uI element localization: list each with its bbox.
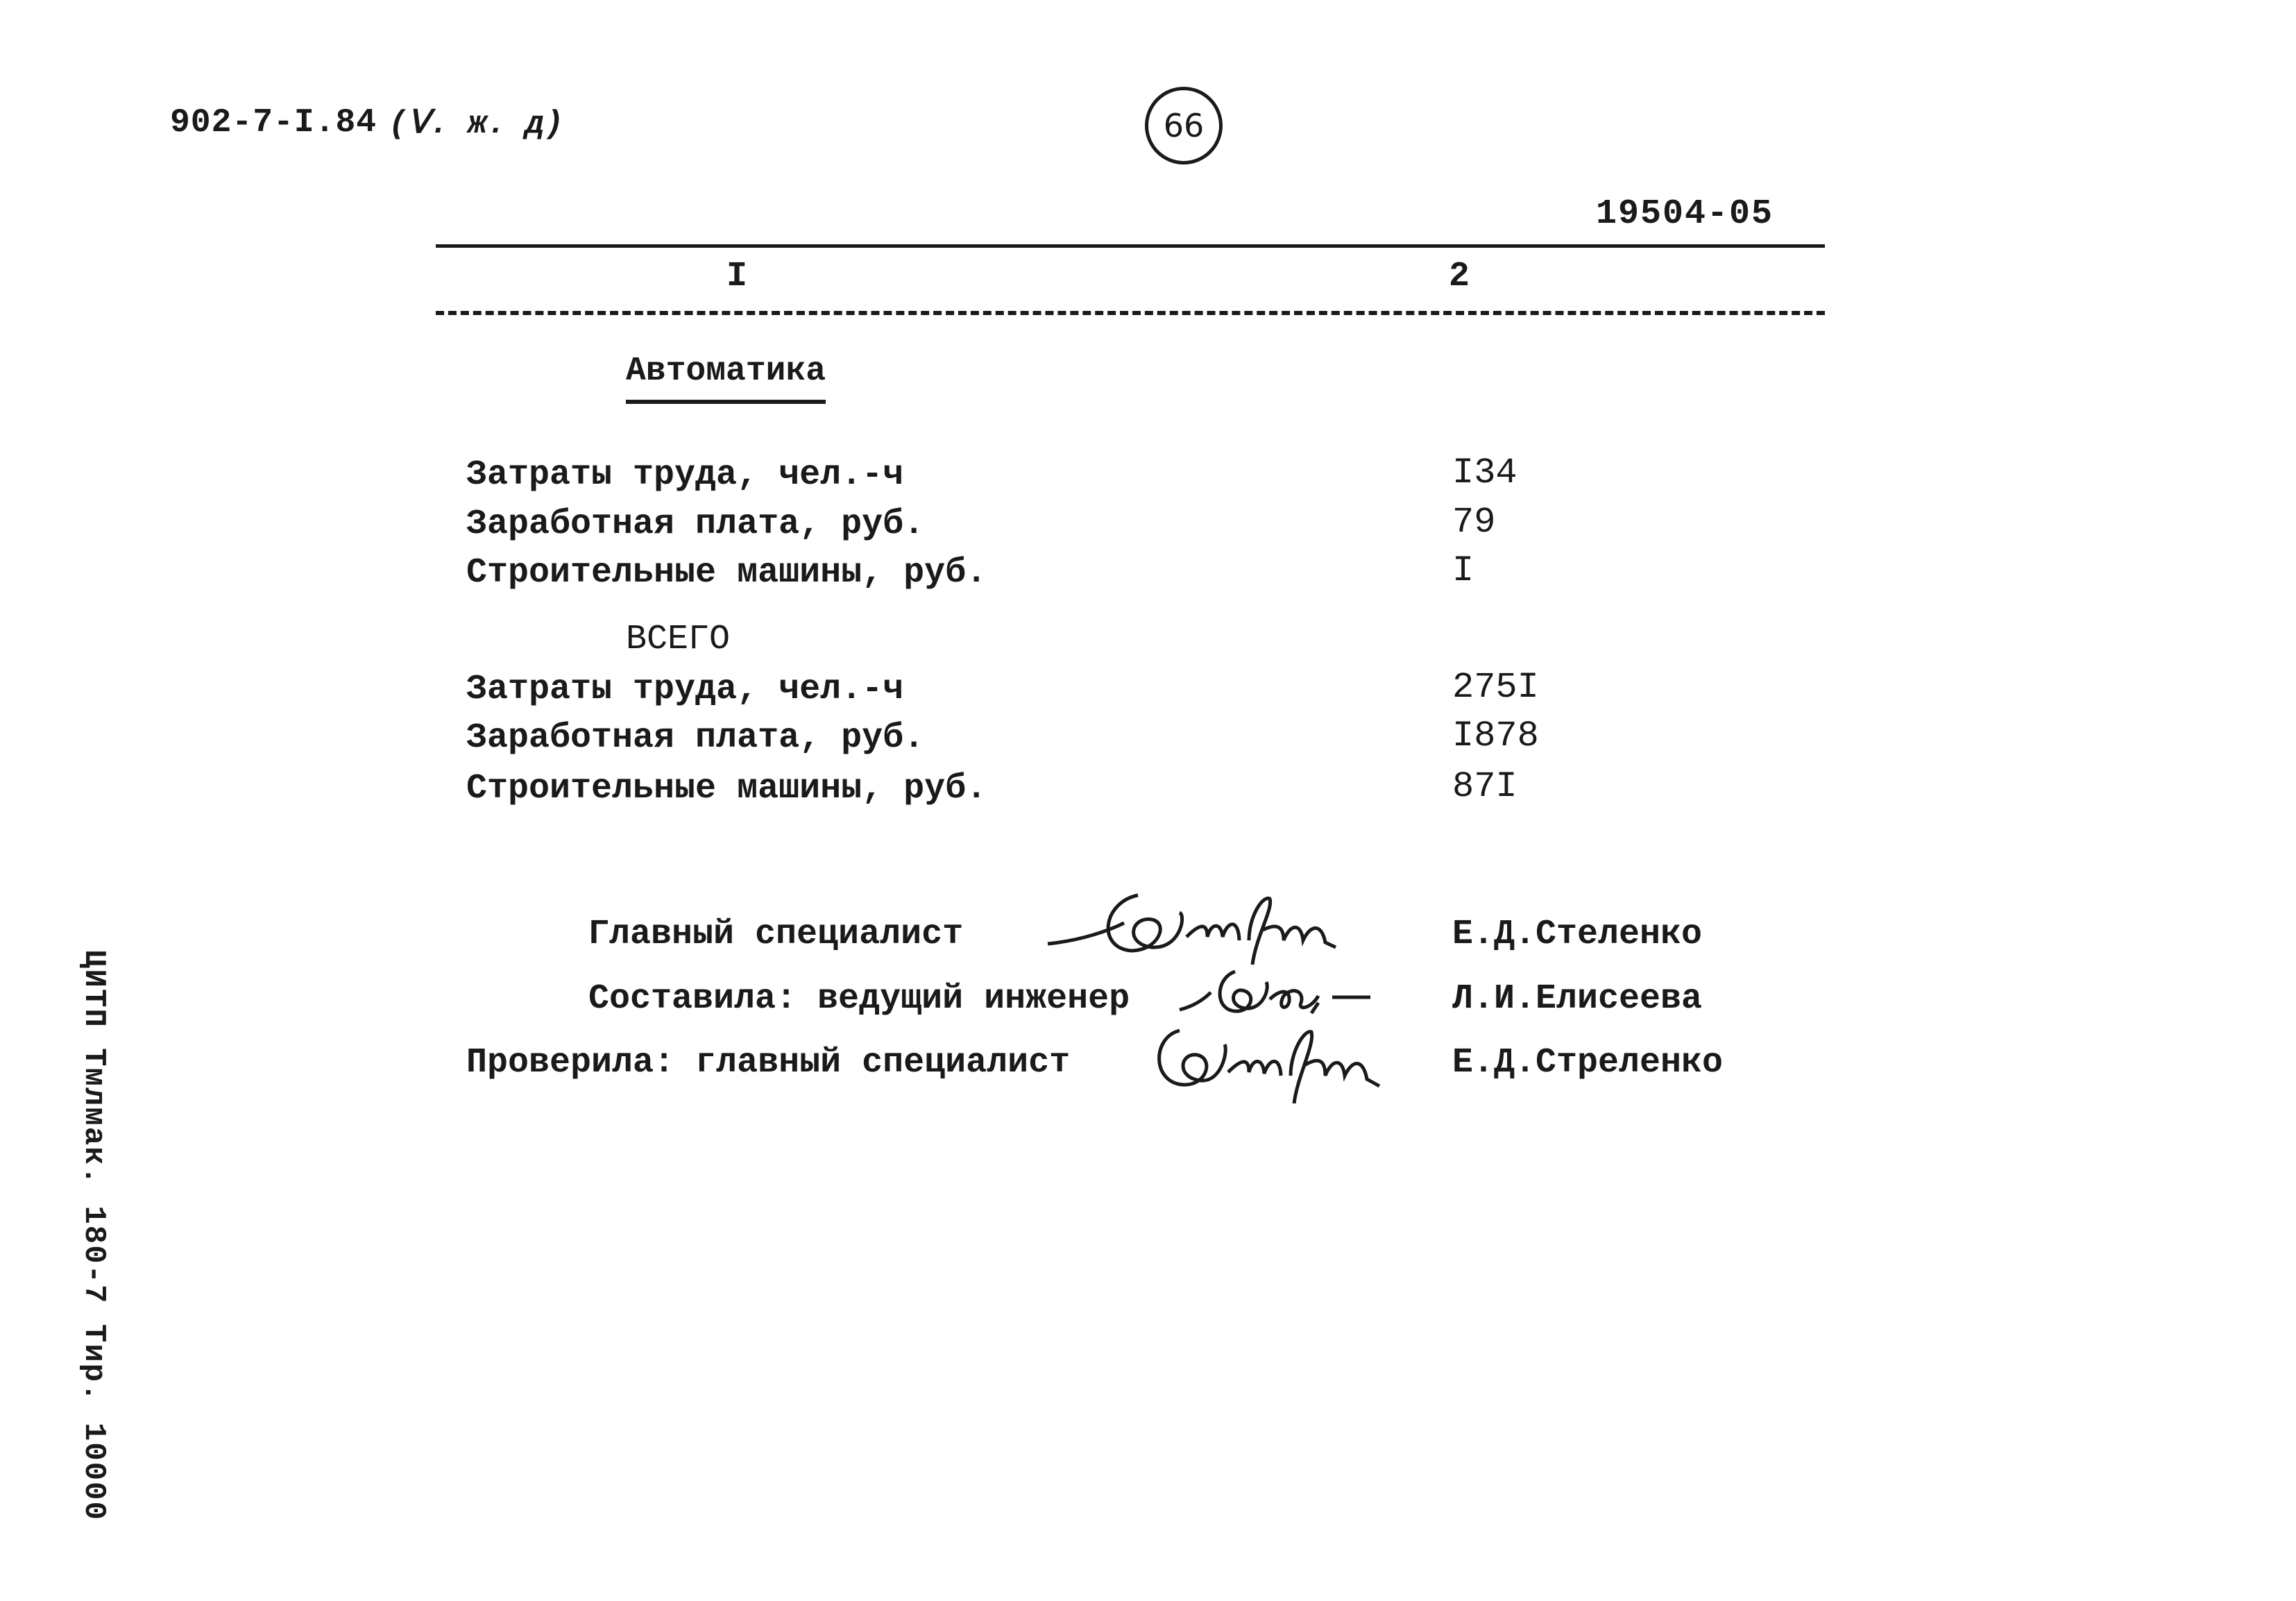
automation-row-machines-label: Строительные машины, руб. [466,553,987,593]
signature-chief-image [1041,881,1346,972]
table-header-rule [436,311,1825,315]
inventory-number: 19504-05 [1596,194,1774,234]
signature-name-chief: Е.Д.Стеленко [1452,915,1703,954]
total-row-machines-label: Строительные машины, руб. [466,769,987,808]
signature-name-author: Л.И.Елисеева [1452,979,1703,1019]
total-row-wages-value: I878 [1452,715,1539,756]
total-row-labor-value: 275I [1452,667,1539,708]
total-row-wages-label: Заработная плата, руб. [466,718,925,758]
side-print-stamp [69,949,118,1521]
automation-row-machines-value: I [1452,550,1474,591]
automation-row-wages-label: Заработная плата, руб. [466,505,925,544]
document-code-note: (Ⅴ. ж. д) [389,106,564,142]
automation-row-labor-label: Затраты труда, чел.-ч [466,455,904,495]
automation-row-labor-value: I34 [1452,452,1517,493]
section-title-total: ВСЕГО [626,620,731,659]
page-number: 66 [1163,107,1205,144]
total-row-machines-value: 87I [1452,766,1517,807]
signature-role-author: Составила: ведущий инженер [588,979,1130,1019]
signature-name-checker: Е.Д.Стреленко [1452,1043,1724,1083]
signature-author-image [1173,961,1381,1024]
signature-role-chief: Главный специалист [588,915,964,954]
automation-row-wages-value: 79 [1452,502,1496,543]
document-code: 902-7-I.84 [170,104,377,142]
total-row-labor-label: Затраты труда, чел.-ч [466,670,904,709]
table-top-rule [436,244,1825,248]
column-1-header: I [726,257,748,296]
section-title-automation: Автоматика [626,353,826,404]
column-2-header: 2 [1449,257,1470,296]
side-print-stamp-text: ЦИТП Тмлмак. 180-7 Тир. 10000 [76,949,111,1521]
signature-checker-image [1138,1017,1388,1107]
page-number-circle [1145,87,1223,164]
signature-role-checker: Проверила: главный специалист [466,1043,1071,1083]
